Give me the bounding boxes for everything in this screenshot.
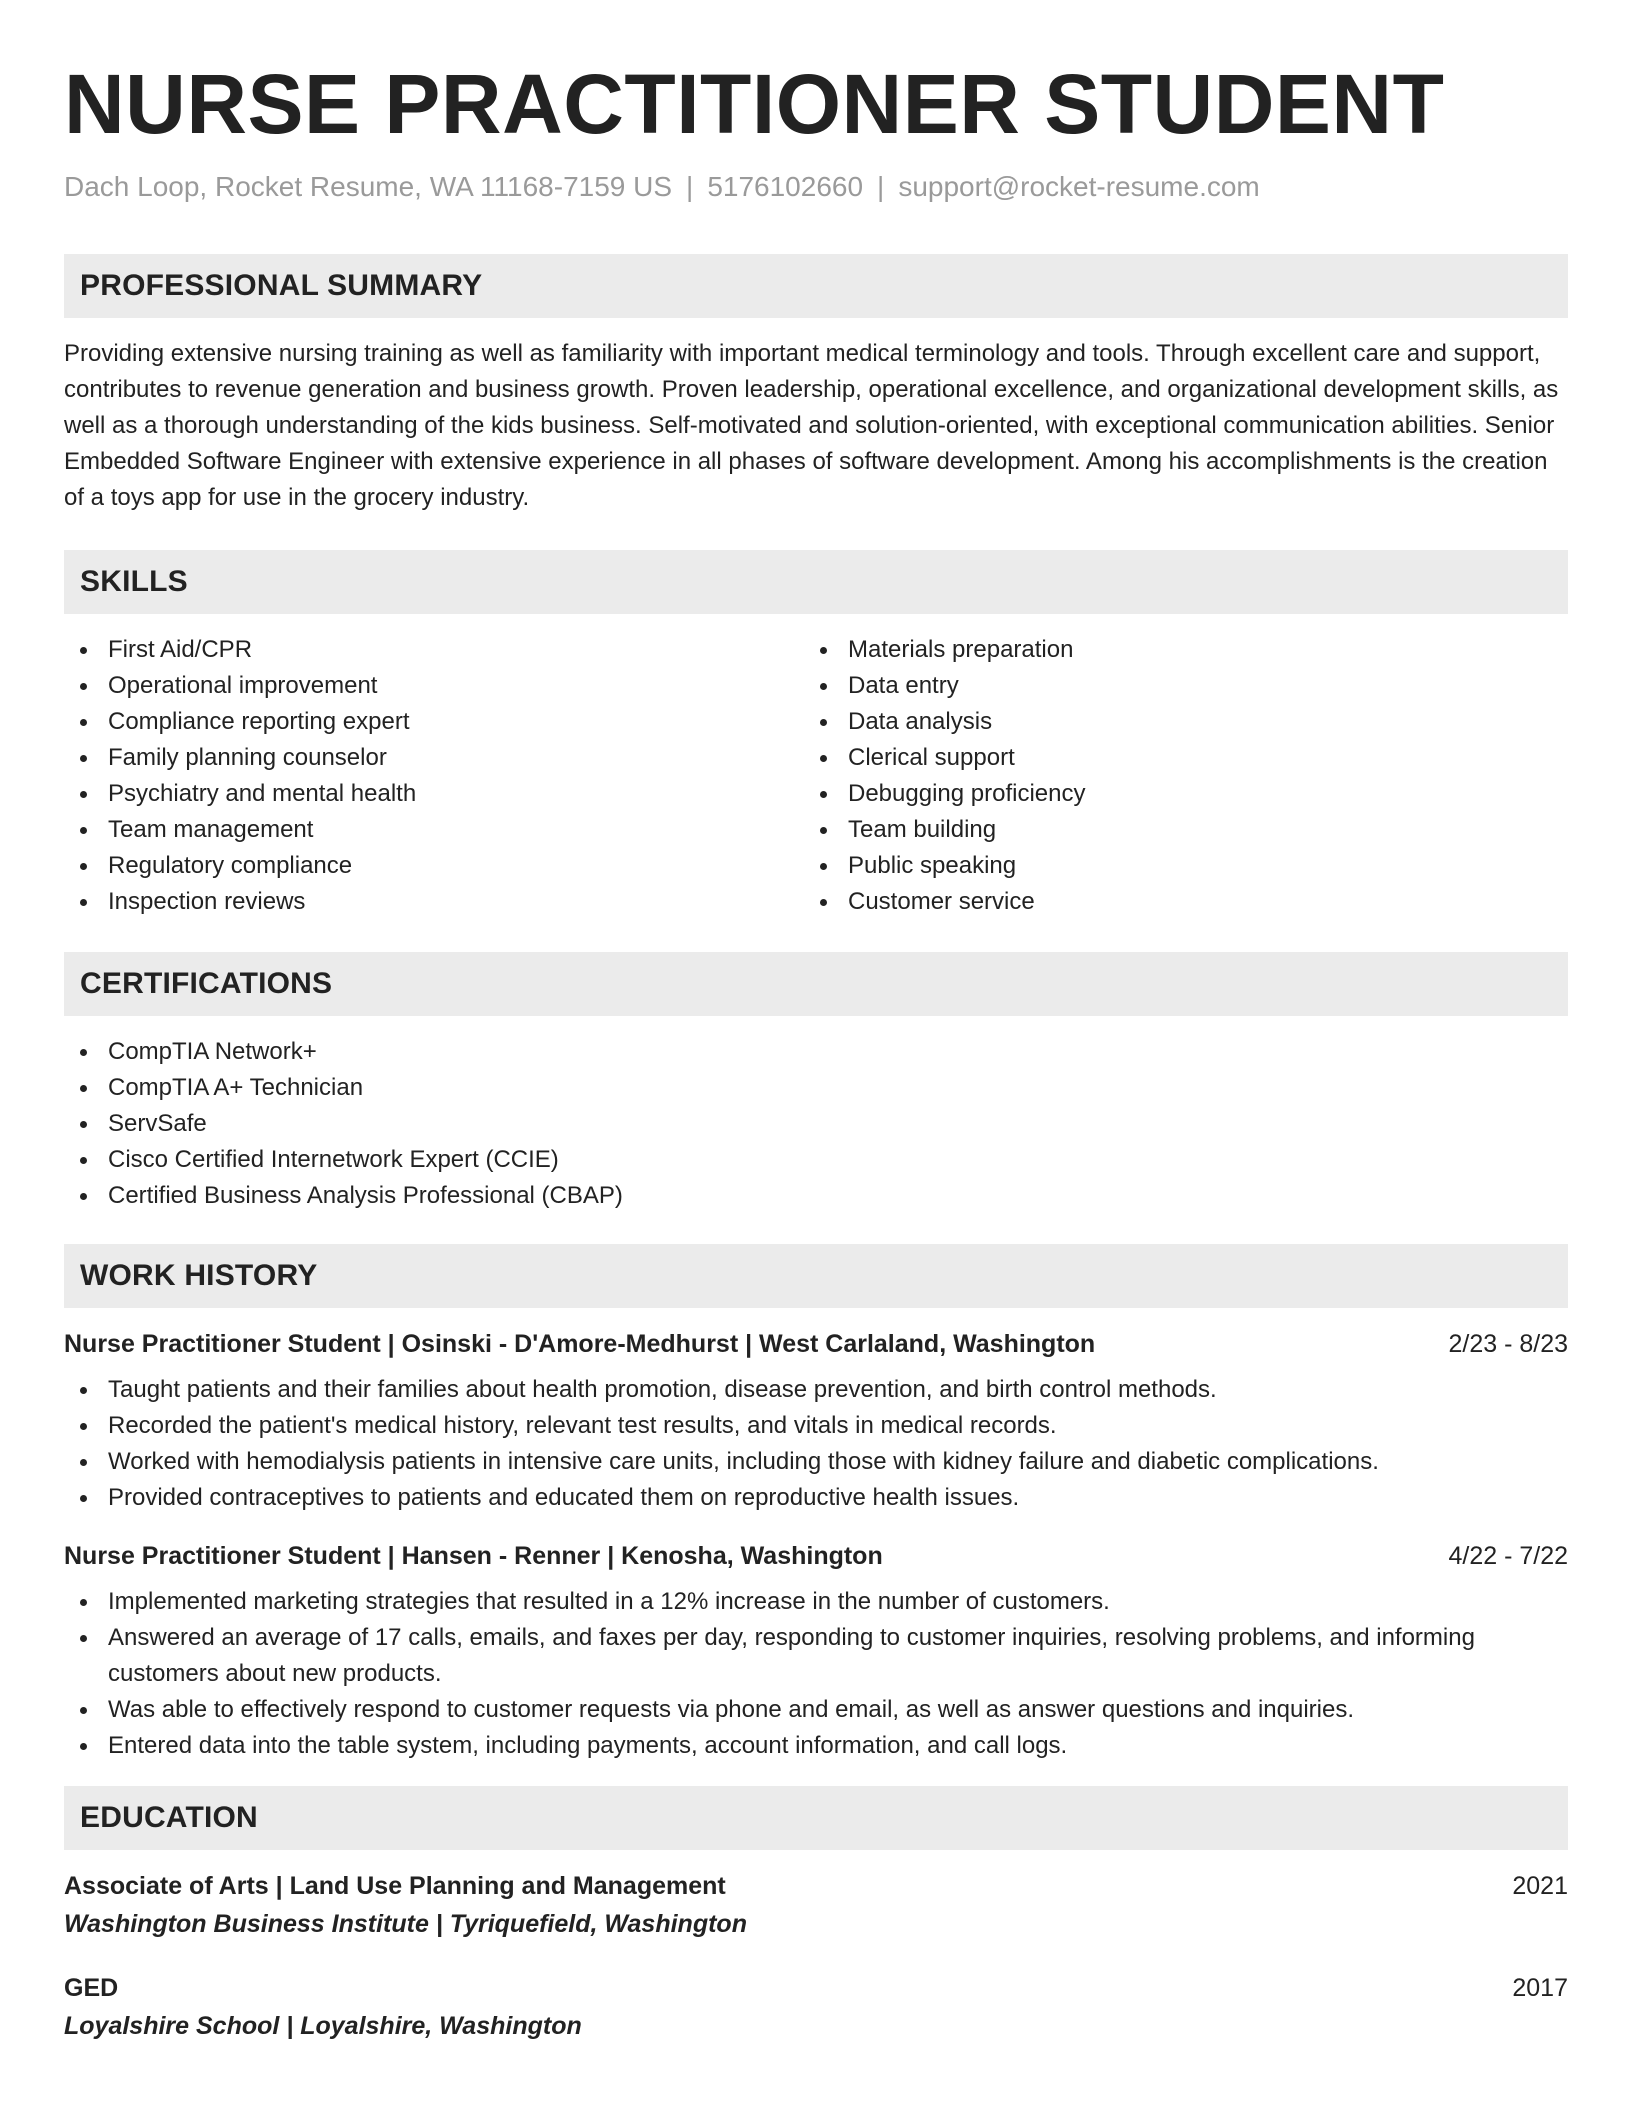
education-entry	[64, 1868, 1568, 1942]
section-header	[64, 952, 1568, 1016]
job-dates: 4/22 - 7/22	[1448, 1542, 1568, 1570]
education-degree: Associate of Arts | Land Use Planning and Management	[64, 1872, 726, 1900]
job-bullets	[64, 1372, 1568, 1516]
section-title: WORK HISTORY	[80, 1259, 318, 1292]
job-header	[64, 1326, 1568, 1362]
skill-item: Data analysis	[804, 704, 1544, 740]
section-header	[64, 1244, 1568, 1308]
contact-separator: |	[877, 171, 885, 202]
section-title: EDUCATION	[80, 1801, 258, 1834]
skills-grid	[64, 632, 1568, 920]
certification-item: Certified Business Analysis Professional (CBAP)	[64, 1178, 1568, 1214]
skill-item: First Aid/CPR	[64, 632, 804, 668]
contact-phone: 5176102660	[707, 171, 864, 202]
section-header	[64, 254, 1568, 318]
candidate-name: NURSE PRACTITIONER STUDENT	[64, 57, 1445, 151]
job-bullet: Entered data into the table system, including payments, account information, and call logs.	[64, 1728, 1568, 1764]
job-bullet: Provided contraceptives to patients and educated them on reproductive health issues.	[64, 1480, 1568, 1516]
education-section	[64, 1786, 1568, 2044]
skills-section	[64, 550, 1568, 920]
skill-item: Operational improvement	[64, 668, 804, 704]
section-header	[64, 1786, 1568, 1850]
job-header	[64, 1538, 1568, 1574]
education-year: 2017	[1512, 1974, 1568, 2002]
job-bullet: Taught patients and their families about health promotion, disease prevention, and birth control methods.	[64, 1372, 1568, 1408]
education-degree: GED	[64, 1974, 119, 2002]
work-history-section	[64, 1244, 1568, 1764]
section-title: CERTIFICATIONS	[80, 967, 333, 1000]
education-entry	[64, 1970, 1568, 2044]
certifications-section	[64, 952, 1568, 1214]
job-bullet: Worked with hemodialysis patients in intensive care units, including those with kidney failure and diabetic complications.	[64, 1444, 1568, 1480]
job-bullets	[64, 1584, 1568, 1764]
certifications-list	[64, 1034, 1568, 1214]
skill-item: Inspection reviews	[64, 884, 804, 920]
job-entry	[64, 1538, 1568, 1764]
job-title: Nurse Practitioner Student | Osinski - D'Amore-Medhurst | West Carlaland, Washington	[64, 1330, 1096, 1358]
job-dates: 2/23 - 8/23	[1448, 1330, 1568, 1358]
skill-item: Compliance reporting expert	[64, 704, 804, 740]
skill-item: Debugging proficiency	[804, 776, 1544, 812]
skill-item: Data entry	[804, 668, 1544, 704]
contact-email: support@rocket-resume.com	[898, 171, 1260, 202]
job-bullet: Was able to effectively respond to customer requests via phone and email, as well as answer questions and inquiries.	[64, 1692, 1568, 1728]
education-school: Washington Business Institute | Tyriquefield, Washington	[64, 1910, 747, 1938]
section-title: PROFESSIONAL SUMMARY	[80, 269, 483, 302]
contact-address: Dach Loop, Rocket Resume, WA 11168-7159 US	[64, 171, 673, 202]
certification-item: Cisco Certified Internetwork Expert (CCIE)	[64, 1142, 1568, 1178]
certification-item: CompTIA Network+	[64, 1034, 1568, 1070]
skill-item: Materials preparation	[804, 632, 1544, 668]
section-header	[64, 550, 1568, 614]
job-title: Nurse Practitioner Student | Hansen - Renner | Kenosha, Washington	[64, 1542, 883, 1570]
skill-item: Public speaking	[804, 848, 1544, 884]
job-bullet: Recorded the patient's medical history, relevant test results, and vitals in medical records.	[64, 1408, 1568, 1444]
education-header	[64, 1868, 1568, 1904]
job-bullet: Answered an average of 17 calls, emails, and faxes per day, responding to customer inquiries, resolving problems, and informing customers about new products.	[64, 1620, 1568, 1692]
professional-summary-section	[64, 254, 1568, 516]
skill-item: Customer service	[804, 884, 1544, 920]
section-title: SKILLS	[80, 565, 188, 598]
job-bullet: Implemented marketing strategies that resulted in a 12% increase in the number of customers.	[64, 1584, 1568, 1620]
skills-right-column	[804, 632, 1544, 920]
skill-item: Team building	[804, 812, 1544, 848]
skill-item: Regulatory compliance	[64, 848, 804, 884]
education-school: Loyalshire School | Loyalshire, Washington	[64, 2012, 582, 2040]
skill-item: Psychiatry and mental health	[64, 776, 804, 812]
certification-item: ServSafe	[64, 1106, 1568, 1142]
contact-separator: |	[686, 171, 694, 202]
education-year: 2021	[1512, 1872, 1568, 1900]
skill-item: Clerical support	[804, 740, 1544, 776]
skill-item: Family planning counselor	[64, 740, 804, 776]
certification-item: CompTIA A+ Technician	[64, 1070, 1568, 1106]
job-entry	[64, 1326, 1568, 1516]
skill-item: Team management	[64, 812, 804, 848]
skills-left-column	[64, 632, 804, 920]
education-header	[64, 1970, 1568, 2006]
contact-line	[64, 170, 1568, 204]
summary-text: Providing extensive nursing training as well as familiarity with important medical terminology and tools. Through excellent care and support, contributes to revenue generation and business growth. Proven leadership, operational excellence, and organizational development skills, as well as a thorough understanding of the kids business. Self-motivated and solution-oriented, with exceptional communication abilities. Senior Embedded Software Engineer with extensive experience in all phases of software development. Among his accomplishments is the creation of a toys app for use in the grocery industry.	[64, 340, 1559, 511]
